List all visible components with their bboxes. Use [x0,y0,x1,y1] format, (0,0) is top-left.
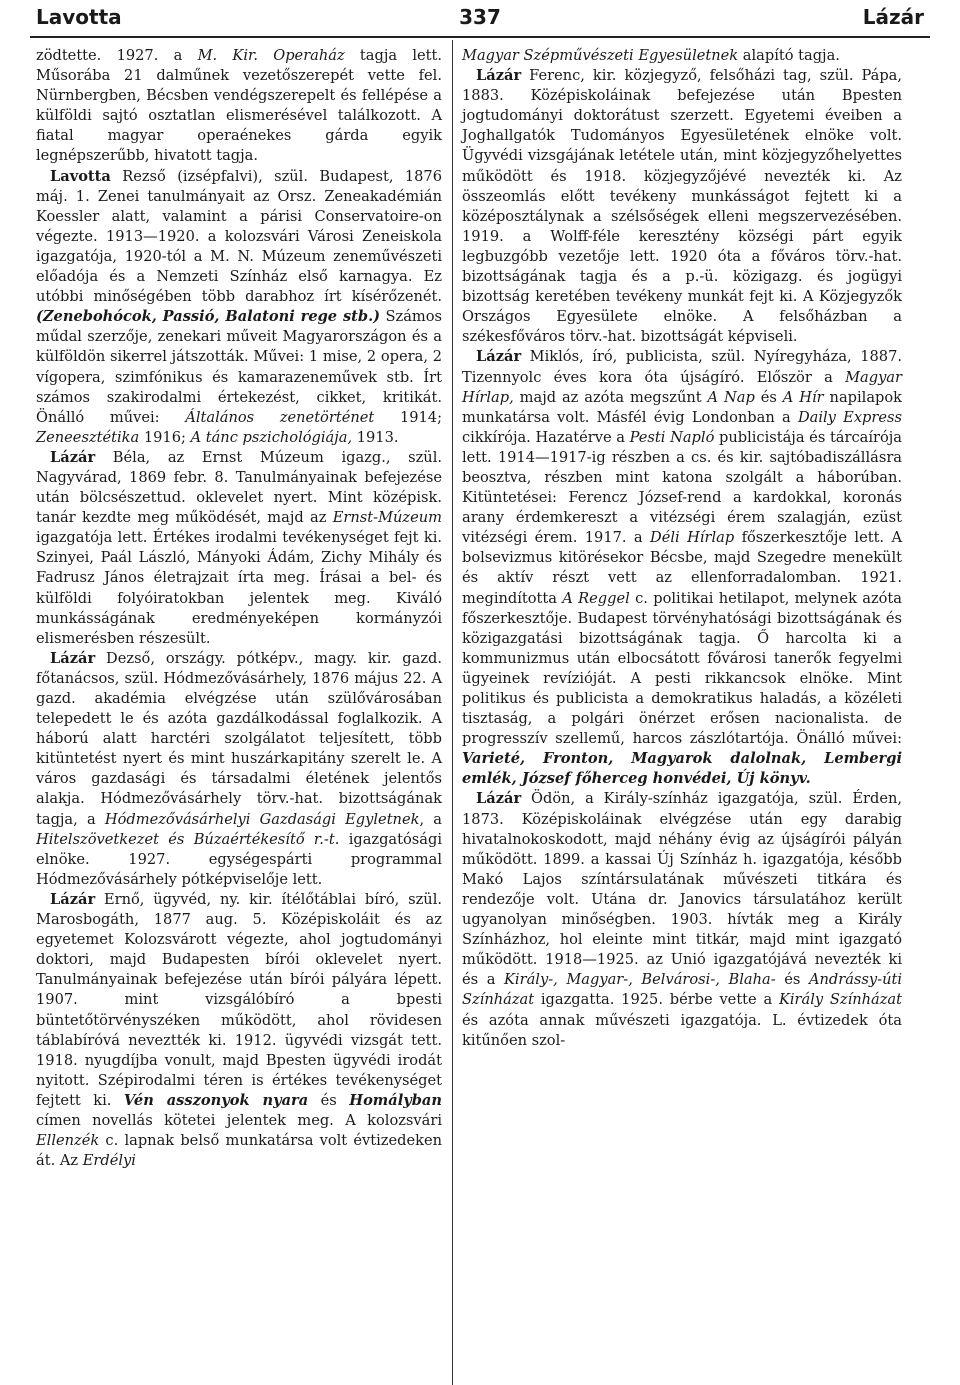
entry-headword: Lavotta [50,167,111,185]
text-run: címen novellás kötetei jelentek meg. A kolozsvári [36,1111,442,1129]
italic-title: A Hír [782,388,824,406]
text-run: és azóta annak művészeti igazgatója. L. évtizedek óta kitűnően szol- [462,1011,902,1049]
text-run: tagja lett. Műsorába 21 dalműnek vezetőszerepét vette fel. Nürnbergben, Bécsben vendégszerepelt és fellépése a külföldi sajtó osztatlan elismerésével találkozott. A fiatal magyar operaénekes gárda egyik legnépszerűbb, hivatott tagja. [36,47,442,165]
text-run: c. politikai hetilapot, melynek azóta főszerkesztője. Budapest törvényhatósági bizottságának és közigazgatási bizottságának tagja. Ő harcolta ki a kommunizmus után elbocsátott fővárosi tanerők fegyelmi ügyeinek revízióját. A pesti rikkancsok elnöke. Mint politikus és publicista a demokratikus haladás, a közéleti tisztaság, a polgári önérzet erősen nacionalista. de progresszív szellemű, harcos zászlótartója. Önálló művei: [462,589,902,748]
text-run: cikkírója. Hazatérve a [462,428,630,446]
text-run: 1914; [374,408,443,426]
italic-title: Király-, Magyar-, Belvárosi-, Blaha- [504,971,776,989]
text-run: Számos műdal szerzője, zenekari műveit Magyarországon és a külföldön sikerrel játszották. Művei: 1 mise, 2 opera, 2 vígopera, szimfónikus és kamarazeneművek stb. Írt számos szakirodalmi értekezést, cikket, kritikát. Önálló művei: [36,308,443,426]
italic-title: Pesti Napló [629,428,715,446]
entry-lazar-erno [36,890,442,1171]
text-run: 1916; [139,428,191,446]
italic-title: Hitelszövetkezet és Búzaértékesítő r.-t. [36,830,340,848]
italic-title: Vén asszonyok nyara [123,1091,309,1109]
italic-title: (Zenebohócok, Passió, Balatoni rege stb.) [36,308,381,326]
entry-lavotta-rezso [36,167,442,448]
entry-lazar-ferenc [462,66,902,347]
text-run: napilapok munkatársa volt. Másfél évig Londonban a [462,388,902,426]
italic-title: Andrássy-úti Színházat [462,971,902,1009]
running-head-right: Lázár [862,5,924,29]
italic-title: A tánc pszichológiája, [190,428,353,446]
italic-title: Általános zenetörténet [185,408,375,426]
italic-title: A Nap [707,388,755,406]
text-run: igazgatta. 1925. bérbe vette a [534,991,779,1009]
text-run: zödtette. 1927. a [36,47,198,64]
entry-headword: Lázár [476,348,522,366]
italic-title: Király Színházat [778,991,902,1009]
text-run: Béla, az Ernst Múzeum igazg., szül. Nagyvárad, 1869 febr. 8. Tanulmányainak befejezése után bölcsészettud. oklevelet nyert. Mint középisk. tanár kezdte meg működését, majd az [36,448,442,527]
italic-title: Déli Hírlap [650,529,735,547]
header-rule [30,36,930,38]
page-number: 337 [459,5,501,29]
italic-title: Ernst-Múzeum [332,509,442,527]
text-run: Rezső (izsépfalvi), szül. Budapest, 1876 máj. 1. Zenei tanulmányait az Orsz. Zeneakadémián Koessler alatt, valamint a párisi Conservatoire-on végezte. 1913—1920. a kolozsvári Városi Zeneiskola igazgatója, 1920-tól a M. N. Múzeum zeneművészeti előadója és a Nemzeti Színház első karnagya. Ez utóbbi minőségében több darabhoz írt kísérőzenét. [36,167,442,306]
italic-title: Erdélyi [82,1152,136,1170]
text-run: 1913. [352,428,399,446]
italic-title: Zeneesztétika [36,428,140,446]
page-header [0,0,960,42]
entry-headword: Lázár [476,790,522,808]
text-run: igazgatója lett. Értékes irodalmi tevékenységet fejt ki. Szinyei, Paál László, Mányoki Ádám, Zichy Mihály és Fadrusz János életrajzait írta meg. Írásai a bel- és külföldi folyóiratokban jelentek meg. Kiváló munkásságának eredményeképen kormányzói elismerésben részesült. [36,529,442,647]
text-run: majd az azóta megszűnt [513,388,708,406]
entry-lazar-miklos [462,347,902,789]
text-run: c. lapnak belső munkatársa volt évtizedeken át. Az [36,1132,442,1170]
italic-title: Magyar Hírlap, [462,368,902,406]
text-run: Ödön, a Király-színház igazgatója, szül. Érden, 1873. Középiskoláinak elvégzése után egy darabig hivatalnokoskodott, majd néhány évig az újságírói pályán működött. 1899. a kassai Új Színház h. igazgatója, később Makó Lajos színtársulatának művészeti titkára és rendezője volt. Utána dr. Janovics társulatához került ugyanolyan minőségben. 1903. hívták meg a Király Színházhoz, hol eleinte mint titkár, majd mint igazgató működött. 1918—1925. az Unió igazgatójává nevezték ki és a [462,790,902,989]
entry-lazar-bela [36,448,442,649]
text-run: Ferenc, kir. közjegyző, felsőházi tag, szül. Pápa, 1883. Középiskoláinak befejezése után Bpesten jogtudományi doktorátust szerzett. Egyetemi éveiben a Joghallgatók Tudományos Egyesületének elnöke volt. Ügyvédi vizsgájának letétele után, mint közjegyzőhelyettes működött és 1918. közjegyzőjévé nevezték ki. Az összeomlás előtt tevékeny munkásságot fejtett ki a középosztálynak a szélsőségek elleni megszervezésében. 1919. a Wolff-féle keresztény községi párt egyik legbuzgóbb vezetője lett. 1920 óta a főváros törv.-hat. bizottságának tagja és a p.-ü. közigazg. és jogügyi bizottság keretében tevékeny munkát fejt ki. A Közjegyzők Országos Egyesülete elnöke. A felsőházban a székesfőváros törv.-hat. bizottságát képviseli. [462,67,902,346]
left-column [36,46,442,1171]
italic-title: Magyar Szépművészeti Egyesületnek [462,47,739,64]
entry-continuation [36,46,442,167]
column-divider [452,40,453,1385]
italic-title: Ellenzék [36,1132,100,1150]
italic-title: Daily Express [797,408,902,426]
text-run: igazgatósági elnöke. 1927. egységespárti programmal Hódmezővásárhely pótképviselője lett. [36,830,442,888]
italic-title: Homályban [349,1091,442,1109]
running-head-left: Lavotta [36,5,122,29]
italic-title: Hódmezővásárhelyi Gazdasági Egyletnek [104,810,420,828]
entry-lazar-dezso [36,649,442,890]
text-run: , a [419,810,442,828]
text-run: Dezső, országy. pótképv., magy. kir. gazd. főtanácsos, szül. Hódmezővásárhely, 1876 május 22. A gazd. akadémia elvégzése után szülővárosában telepedett le és azóta gazdálkodással foglalkozik. A háború alatt harctéri szolgálatot teljesített, több kitüntetést nyert és mint huszárkapitány szerelt le. A város gazdasági és társadalmi életének jelentős alakja. Hódmezővásárhely törv.-hat. bizottságának tagja, a [36,649,442,828]
entry-headword: Lázár [50,448,96,466]
right-column [462,46,902,1051]
text-run: főszerkesztője lett. A bolsevizmus kitörésekor Bécsbe, majd Szegedre menekült és aktív részt vett az ellenforradalomban. 1921. megindította [462,529,903,607]
text-run: és [775,971,809,989]
entry-headword: Lázár [50,890,96,908]
text-run: Ernő, ügyvéd, ny. kir. ítélőtáblai bíró, szül. Marosbogáth, 1877 aug. 5. Középiskoláit és az egyetemet Kolozsvárott végezte, ahol jogtudományi doktori, majd Budapesten bírói oklevelet nyert. Tanulmányainak befejezése után bírói pályára lépett. 1907. mint vizsgálóbíró a bpesti büntetőtörvényszéken működött, ahol rövidesen táblabíróvá neveztték ki. 1912. ügyvédi vizsgát tett. 1918. nyugdíjba vonult, majd Bpesten ügyvédi irodát nyitott. Szépirodalmi téren is értékes tevékenységet fejtett ki. [36,890,442,1109]
text-run: és [754,388,783,406]
entry-lazar-odon [462,789,902,1050]
entry-headword: Lázár [50,649,96,667]
text-run: publicistája és tárcaírója lett. 1914—1917-ig részben a cs. és kir. sajtóbadiszállásra beosztva, részben mint katona szolgált a háborúban. Kitüntetései: Ferencz József-rend a kardokkal, koronás arany érdemkereszt a vitézségi érem szalagján, ezüst vitézségi érem. 1917. a [462,428,903,547]
text-run: Miklós, író, publicista, szül. Nyíregyháza, 1887. Tizennyolc éves kora óta újságíró. Először a [462,348,902,386]
italic-title: M. Kir. Operaház [197,47,345,64]
italic-title: A Reggel [562,589,630,607]
text-run: és [308,1091,350,1109]
entry-continuation [462,46,902,66]
text-run: alapító tagja. [738,47,840,64]
italic-title: Varieté, Fronton, Magyarok dalolnak, Lembergi emlék, József főherceg honvédei, Új könyv. [462,750,902,788]
entry-headword: Lázár [476,67,522,85]
